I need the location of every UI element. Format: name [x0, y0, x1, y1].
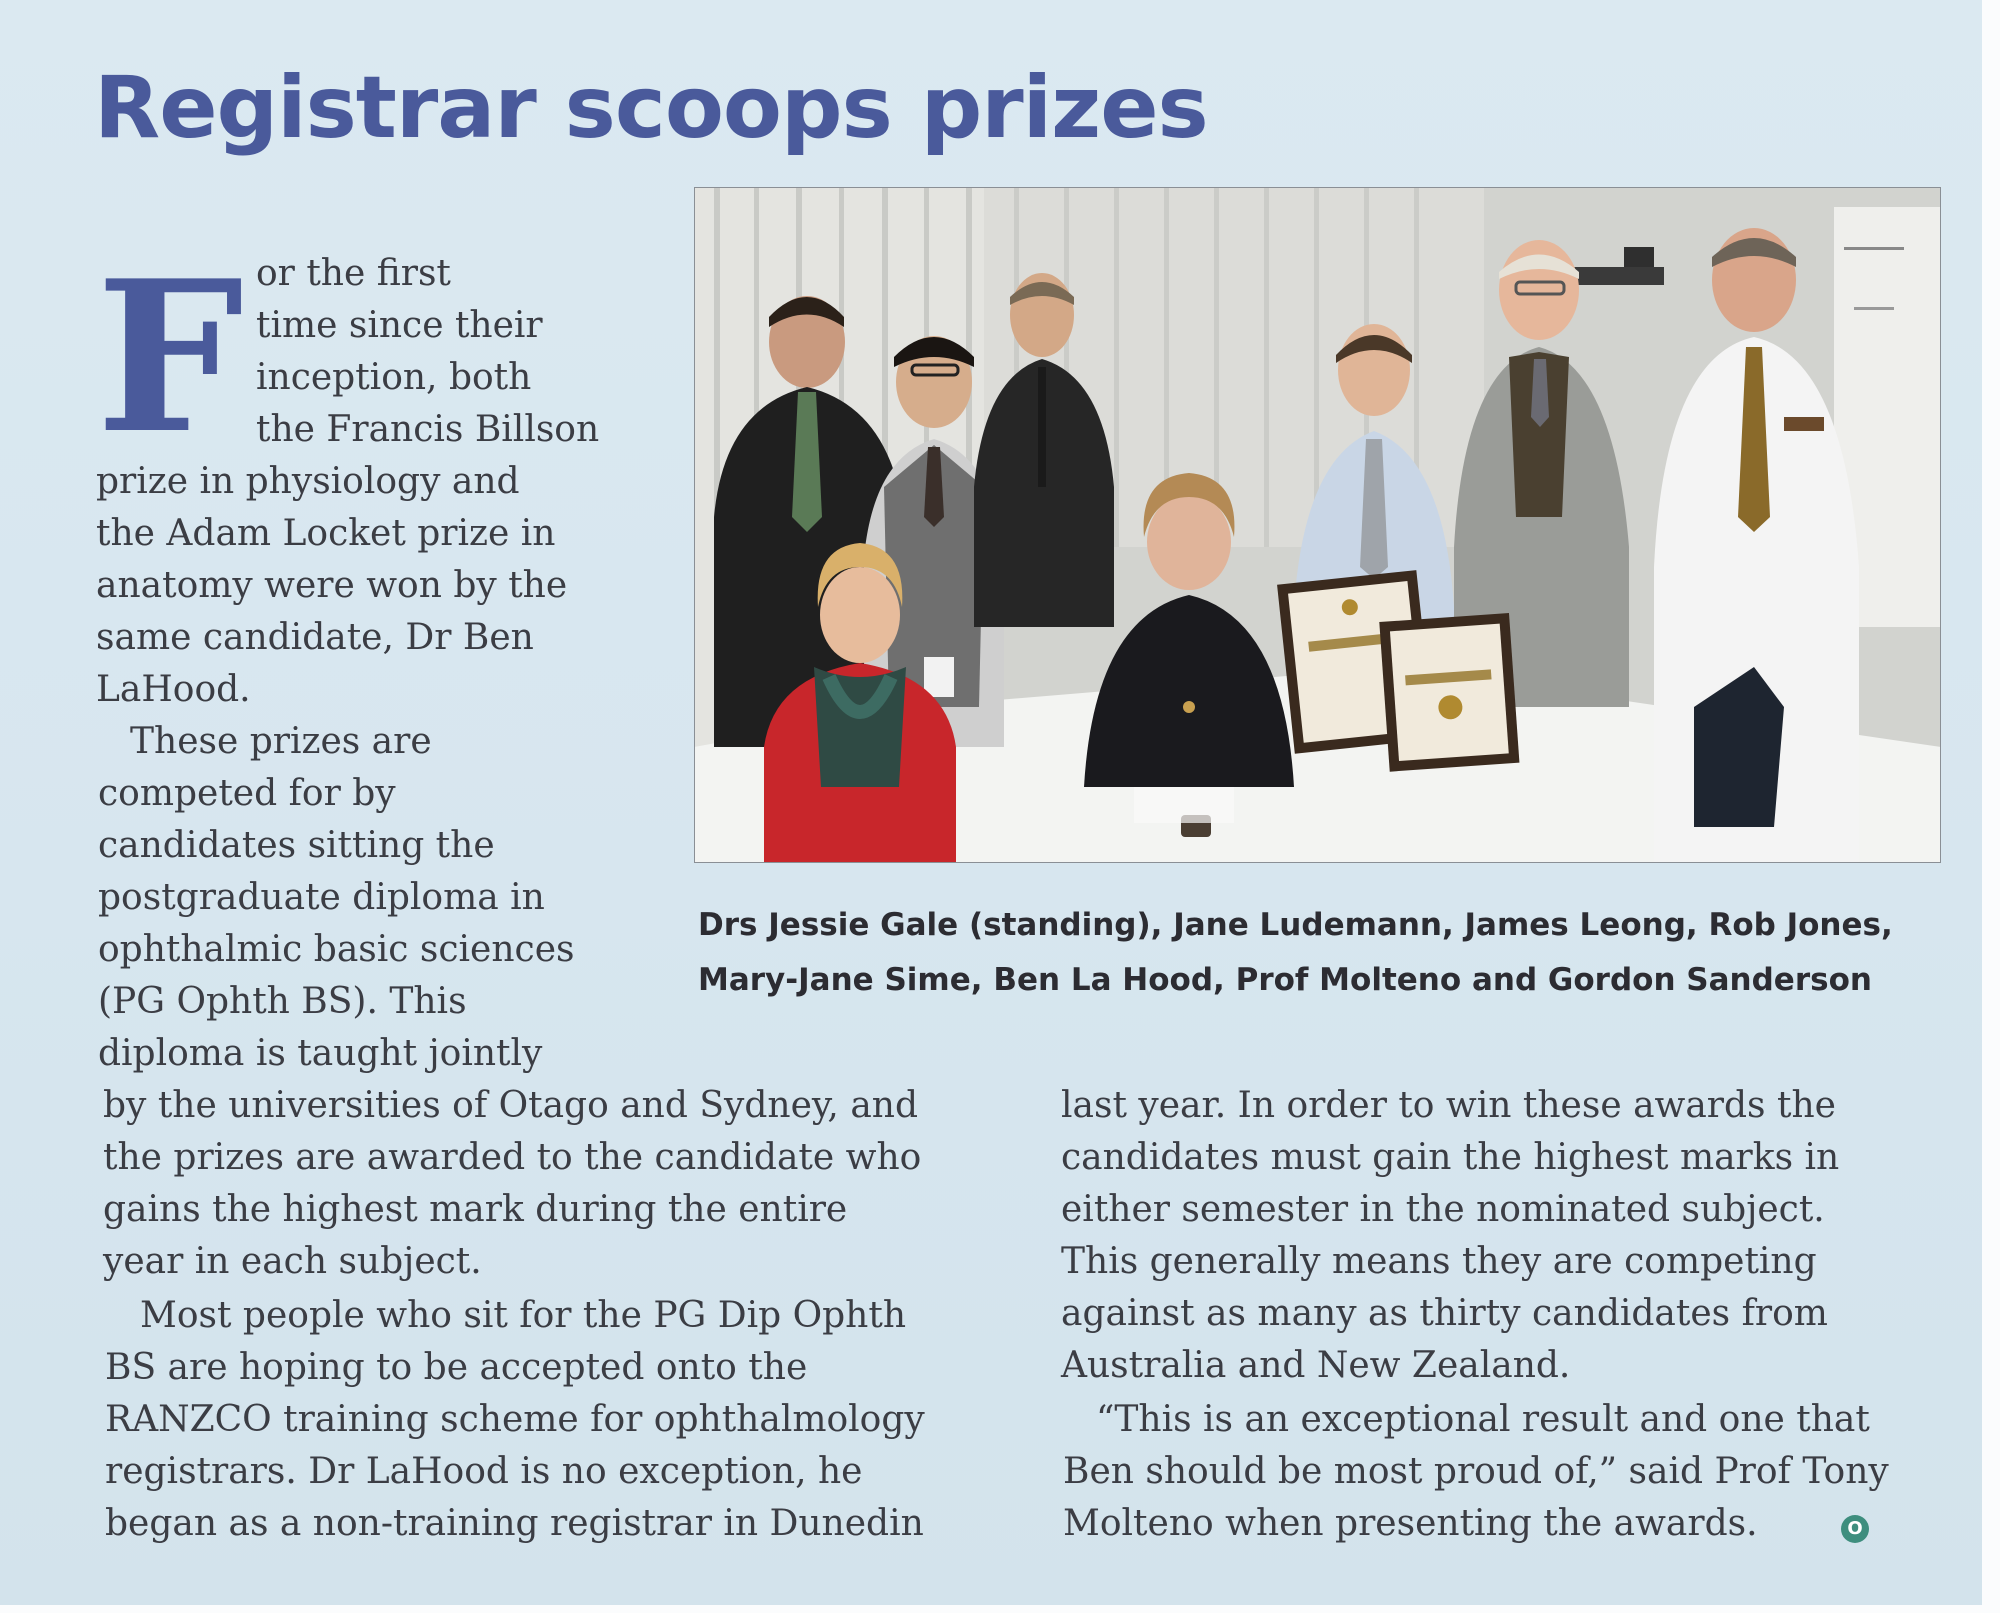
- body-line: “This is an exceptional result and one that: [1096, 1399, 1870, 1440]
- body-line: postgraduate diploma in: [98, 877, 545, 918]
- scan-edge-right: [1982, 0, 2000, 1613]
- body-line: by the universities of Otago and Sydney, and: [103, 1085, 919, 1126]
- body-line: inception, both: [256, 357, 532, 398]
- body-line: This generally means they are competing: [1061, 1241, 1817, 1282]
- body-line: against as many as thirty candidates from: [1061, 1293, 1828, 1334]
- body-line: RANZCO training scheme for ophthalmology: [105, 1399, 925, 1440]
- body-line: ophthalmic basic sciences: [98, 929, 575, 970]
- body-line: time since their: [256, 305, 543, 346]
- article-end-mark: O: [1841, 1515, 1869, 1543]
- body-line: last year. In order to win these awards the: [1061, 1085, 1836, 1126]
- body-line: the Adam Locket prize in: [96, 513, 556, 554]
- body-line: candidates sitting the: [98, 825, 495, 866]
- body-line: began as a non-training registrar in Dunedin: [105, 1503, 924, 1544]
- group-photo-illustration: [694, 187, 1941, 863]
- body-line: competed for by: [98, 773, 396, 814]
- body-line: anatomy were won by the: [96, 565, 568, 606]
- drop-cap: F: [96, 236, 244, 480]
- body-line: year in each subject.: [103, 1241, 482, 1282]
- body-line: or the first: [256, 253, 451, 294]
- body-line: Ben should be most proud of,” said Prof Tony: [1063, 1451, 1889, 1492]
- body-line: Australia and New Zealand.: [1061, 1345, 1571, 1386]
- body-line: the Francis Billson: [256, 409, 600, 450]
- body-line: prize in physiology and: [96, 461, 520, 502]
- photo-caption: [698, 898, 1938, 1008]
- body-line: LaHood.: [96, 669, 251, 710]
- article-title: Registrar scoops prizes: [94, 58, 1208, 158]
- body-line: BS are hoping to be accepted onto the: [105, 1347, 808, 1388]
- body-line: Most people who sit for the PG Dip Ophth: [140, 1295, 907, 1336]
- body-line: the prizes are awarded to the candidate who: [103, 1137, 922, 1178]
- body-line: same candidate, Dr Ben: [96, 617, 534, 658]
- body-line: (PG Ophth BS). This: [98, 981, 467, 1022]
- body-line: either semester in the nominated subject.: [1061, 1189, 1825, 1230]
- group-photo: [694, 187, 1941, 863]
- body-line: registrars. Dr LaHood is no exception, he: [105, 1451, 863, 1492]
- body-line: diploma is taught jointly: [98, 1033, 543, 1074]
- body-line: Molteno when presenting the awards.: [1063, 1503, 1758, 1544]
- scan-edge-bottom: [0, 1605, 2000, 1613]
- caption-line: Mary-Jane Sime, Ben La Hood, Prof Molteno and Gordon Sanderson: [698, 962, 1872, 998]
- body-line: gains the highest mark during the entire: [103, 1189, 848, 1230]
- caption-line: Drs Jessie Gale (standing), Jane Ludemann, James Leong, Rob Jones,: [698, 907, 1893, 943]
- body-line: These prizes are: [130, 721, 432, 762]
- body-line: candidates must gain the highest marks in: [1061, 1137, 1840, 1178]
